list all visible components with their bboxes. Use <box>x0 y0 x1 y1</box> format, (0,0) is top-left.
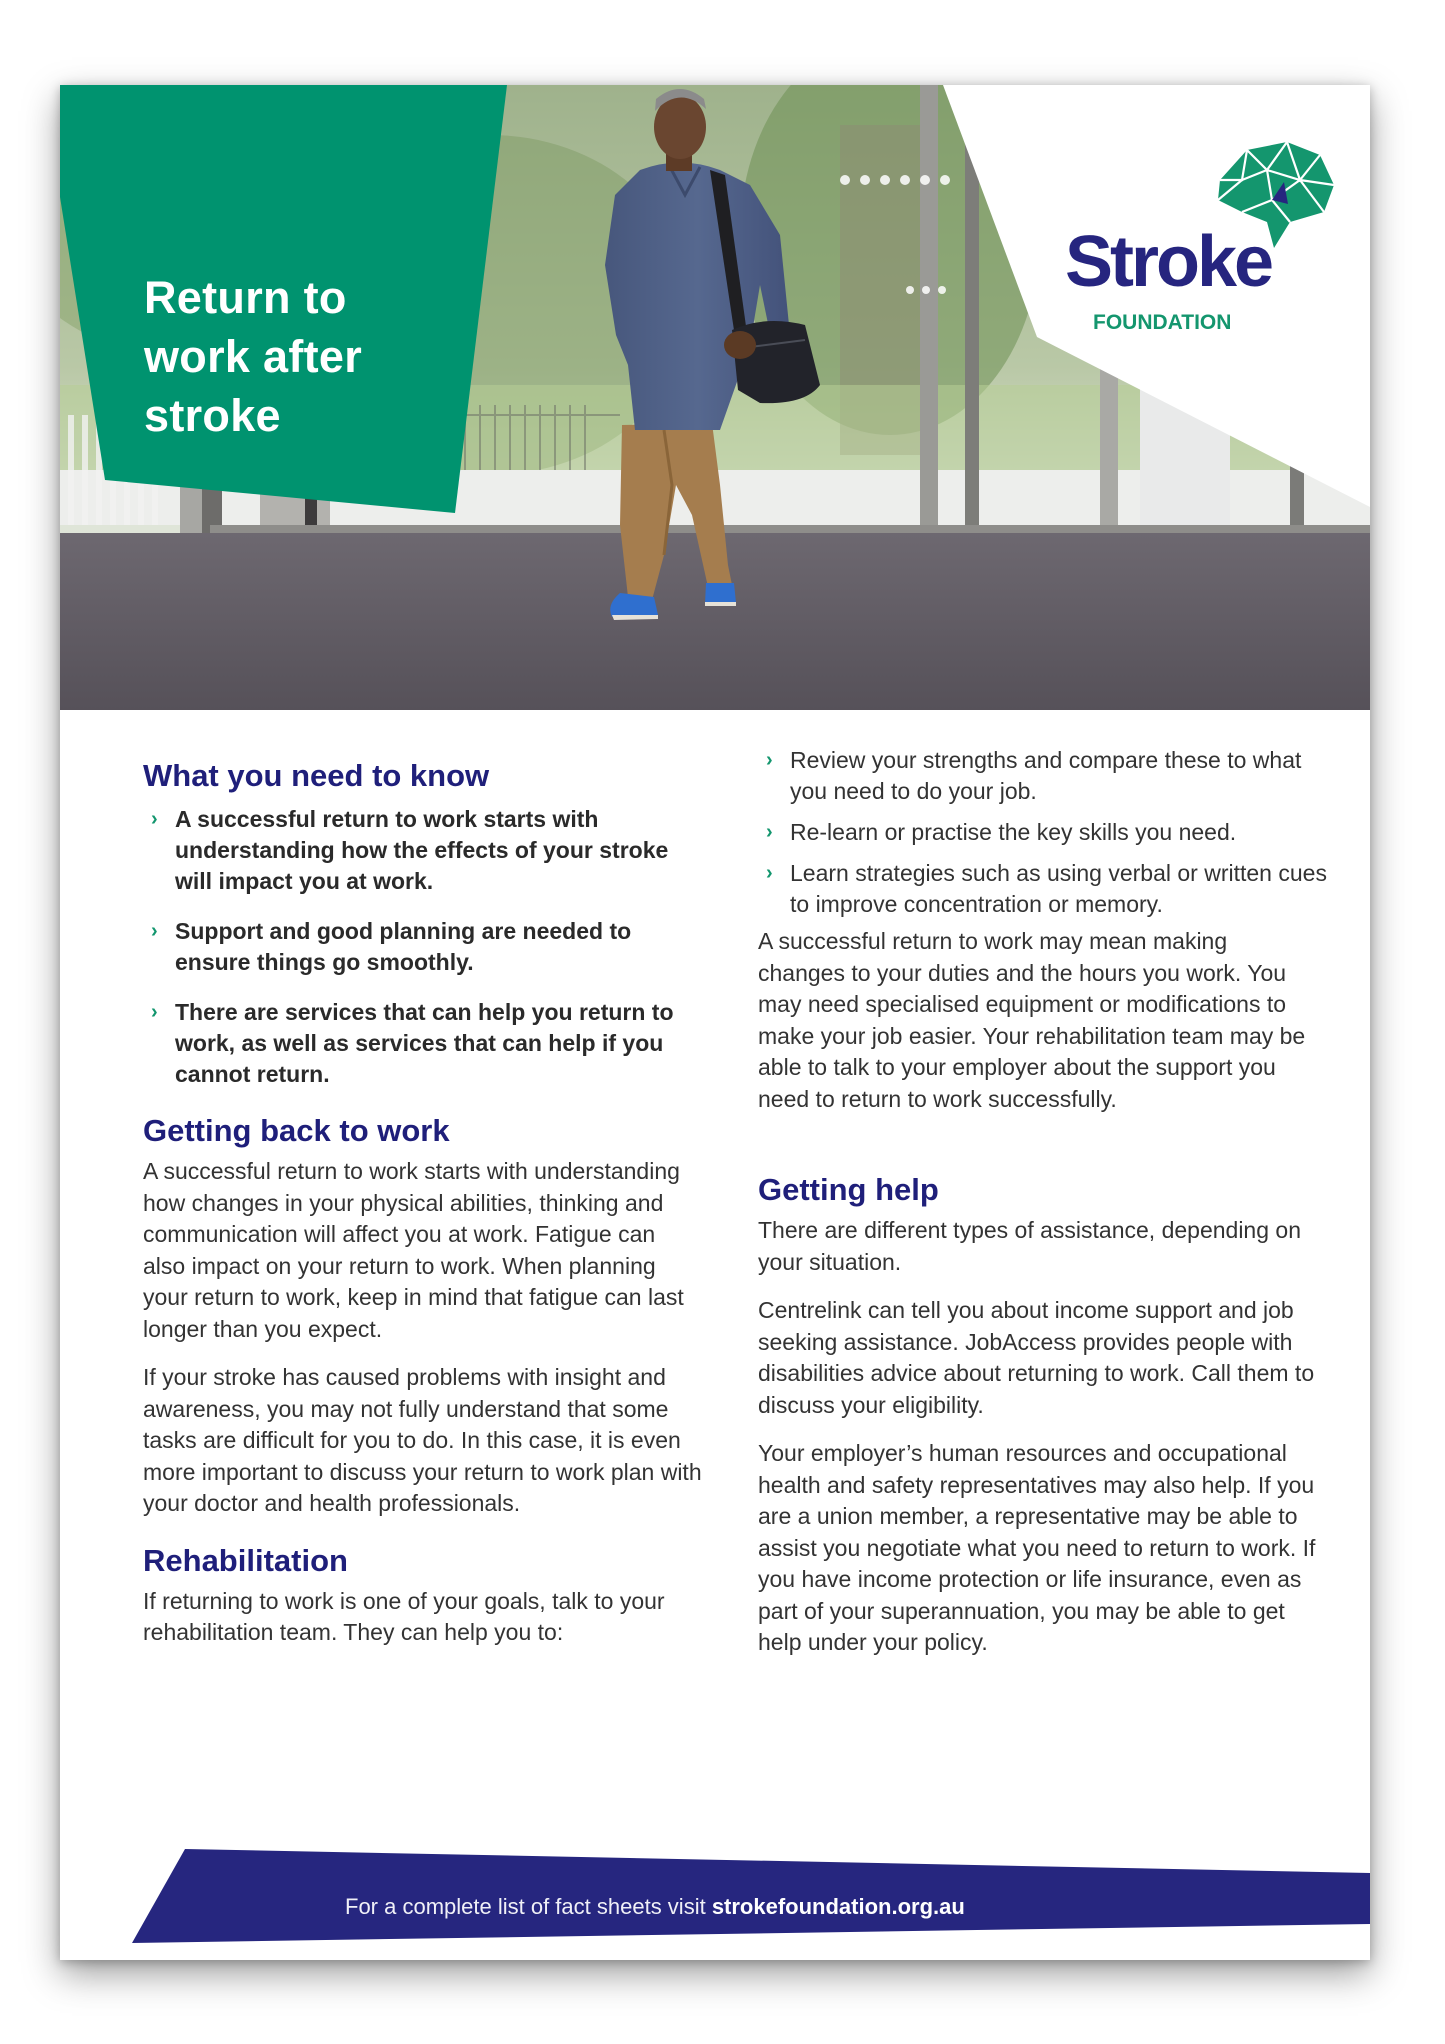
chevron-right-icon: › <box>151 1001 158 1023</box>
list-item: › A successful return to work starts with understanding how the effects of your stroke will impact you at work. <box>151 806 669 894</box>
title-line-3: stroke <box>144 390 281 441</box>
rehabilitation-list <box>758 745 1328 920</box>
paragraph: If your stroke has caused problems with insight and awareness, you may not fully understand that some tasks are difficult for you to do. In this case, it is even more important to discuss your return to work plan with your doctor and health professionals. <box>143 1364 702 1516</box>
list-item: › There are services that can help you return to work, as well as services that can help if you cannot return. <box>151 999 674 1087</box>
heading-what-you-need-to-know: What you need to know <box>143 758 490 793</box>
list-item: › Re-learn or practise the key skills you need. <box>758 817 1328 848</box>
footer-text: For a complete list of fact sheets visit strokefoundation.org.au <box>345 1894 965 1919</box>
chevron-right-icon: › <box>151 808 158 830</box>
list-item: › Review your strengths and compare these to what you need to do your job. <box>766 747 1302 804</box>
paragraph: Your employer’s human resources and occupational health and safety representatives may also help. If you are a union member, a representative may be able to assist you negotiate what you need to return to work. If you have income protection or life insurance, even as part of your superannuation, you may be able to get help under your policy. <box>758 1440 1316 1655</box>
list-item: › Support and good planning are needed to ensure things go smoothly. <box>151 918 632 975</box>
website-link[interactable]: strokefoundation.org.au <box>711 1894 965 1919</box>
list-item: › Learn strategies such as using verbal or written cues to improve concentration or memory. <box>766 860 1327 917</box>
logo-subtitle: FOUNDATION <box>1093 311 1232 334</box>
fact-sheet-page <box>60 85 1370 1960</box>
paragraph: If returning to work is one of your goals, talk to your rehabilitation team. They can help you to: <box>143 1587 665 1645</box>
heading-getting-back-to-work: Getting back to work <box>143 1113 450 1148</box>
right-column <box>758 745 1328 1676</box>
chevron-right-icon: › <box>766 862 773 884</box>
paragraph: A successful return to work may mean making changes to your duties and the hours you work. You may need specialised equipment or modifications to make your job easier. Your rehabilitation team may be able to talk to your employer about the support you need to return to work successfully. <box>758 928 1306 1112</box>
chevron-right-icon: › <box>766 749 773 771</box>
footer-banner <box>60 1845 1370 1955</box>
chevron-right-icon: › <box>766 821 773 843</box>
heading-rehabilitation: Rehabilitation <box>143 1542 348 1578</box>
paragraph: Centrelink can tell you about income support and job seeking assistance. JobAccess provides people with disabilities advice about returning to work. Call them to discuss your eligibility. <box>758 1297 1315 1418</box>
chevron-right-icon: › <box>151 920 158 942</box>
hero-banner <box>60 85 1370 710</box>
logo-wordmark: Stroke <box>1065 222 1272 302</box>
page-title <box>144 268 362 445</box>
paragraph: There are different types of assistance, depending on your situation. <box>758 1217 1301 1275</box>
left-column <box>143 757 703 1666</box>
stroke-foundation-logo <box>1060 140 1350 334</box>
title-line-1: Return to <box>144 272 347 323</box>
key-points-list <box>143 804 703 1090</box>
title-line-2: work after <box>144 331 363 382</box>
paragraph: A successful return to work starts with understanding how changes in your physical abilities, thinking and communication will affect you at work. Fatigue can also impact on your return to work. When planning your return to work, keep in mind that fatigue can last longer than you expect. <box>143 1158 684 1342</box>
heading-getting-help: Getting help <box>758 1172 939 1207</box>
